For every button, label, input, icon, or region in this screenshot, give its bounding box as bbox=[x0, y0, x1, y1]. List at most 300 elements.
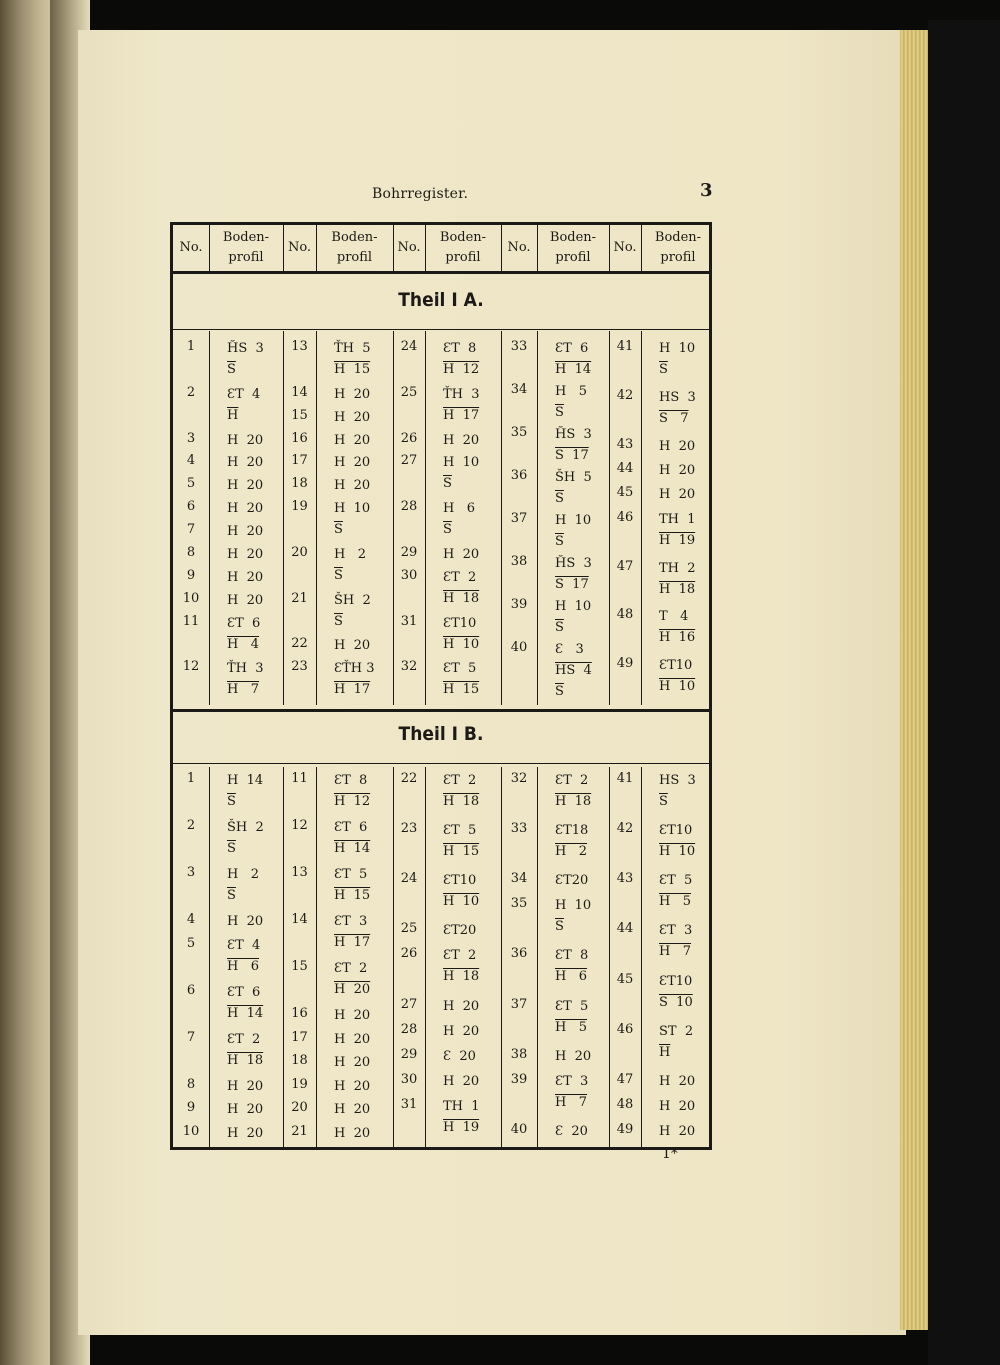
entry-no: 10 bbox=[182, 1123, 200, 1139]
entry-no: 39 bbox=[510, 597, 528, 613]
entry-no: 18 bbox=[291, 1053, 308, 1068]
entry-bodenprofil bbox=[227, 864, 259, 906]
entry-no: 49 bbox=[616, 1121, 634, 1137]
entry-bodenprofil bbox=[659, 920, 692, 962]
entry-no: 24 bbox=[400, 871, 418, 887]
entry-bodenprofil bbox=[659, 1121, 695, 1142]
entry-no: 12 bbox=[182, 659, 200, 675]
profil-lower-layer: $\overline{S}$ bbox=[334, 522, 343, 538]
profil-lower-layer: H 17 bbox=[334, 682, 371, 698]
entry-bodenprofil bbox=[659, 509, 696, 551]
profil-upper-layer: ƐT 5 bbox=[443, 661, 477, 677]
entry-no: 13 bbox=[291, 339, 308, 354]
entry-no: 16 bbox=[291, 430, 308, 446]
profil-upper-layer: H 20 bbox=[334, 432, 371, 448]
column-rule bbox=[316, 331, 317, 705]
entry-bodenprofil bbox=[334, 1052, 370, 1073]
profil-upper-layer: ƐT 2 bbox=[555, 773, 589, 788]
entry-bodenprofil bbox=[334, 817, 370, 859]
profil-upper-layer: H 6 bbox=[443, 501, 476, 517]
profil-lower-layer: HS 4 bbox=[555, 663, 592, 679]
entry-no: 31 bbox=[400, 1096, 418, 1112]
entry-bodenprofil bbox=[227, 452, 263, 473]
entry-bodenprofil bbox=[334, 864, 370, 906]
entry-no: 9 bbox=[186, 1100, 196, 1115]
entry-no: 4 bbox=[186, 453, 196, 469]
profil-upper-layer: H 20 bbox=[443, 546, 480, 562]
profil-upper-layer: Ɛ 20 bbox=[443, 1048, 476, 1064]
entry-no: 15 bbox=[291, 959, 308, 974]
column-rule bbox=[609, 225, 610, 271]
profil-upper-layer: H 20 bbox=[334, 455, 371, 471]
entry-bodenprofil bbox=[555, 639, 592, 702]
profil-upper-layer: ŤH 3 bbox=[443, 386, 480, 402]
column-rule bbox=[425, 331, 426, 705]
profil-lower-layer: H 14 bbox=[334, 841, 371, 856]
entry-no: 15 bbox=[291, 407, 308, 423]
profil-upper-layer: H 20 bbox=[334, 1008, 371, 1023]
entry-bodenprofil bbox=[334, 958, 370, 1000]
entry-no: 28 bbox=[400, 499, 418, 515]
entry-no: 35 bbox=[510, 425, 528, 441]
profil-lower-layer: H 12 bbox=[443, 362, 480, 377]
entry-bodenprofil bbox=[443, 920, 476, 941]
book-cover bbox=[928, 20, 1000, 1365]
entry-no: 5 bbox=[186, 935, 196, 951]
profil-upper-layer: H 20 bbox=[227, 455, 264, 471]
profil-upper-layer: H 20 bbox=[334, 409, 371, 425]
profil-lower-layer: $\overline{S}$ bbox=[334, 567, 343, 583]
profil-lower-layer: $\overline{S}$ bbox=[555, 405, 564, 421]
profil-lower-layer: H 12 bbox=[334, 794, 371, 809]
entry-no: 16 bbox=[291, 1006, 308, 1021]
entry-no: 45 bbox=[616, 485, 634, 501]
entry-no: 26 bbox=[400, 946, 418, 962]
profil-lower-layer: H 10 bbox=[443, 636, 480, 652]
column-rule bbox=[283, 225, 284, 271]
column-rule bbox=[537, 331, 538, 705]
entry-no: 2 bbox=[186, 818, 196, 833]
profil-upper-layer: ƐT 6 bbox=[227, 984, 261, 1000]
profil-upper-layer: Ɛ 3 bbox=[555, 642, 584, 658]
entry-no: 4 bbox=[186, 912, 196, 927]
profil-lower-layer: $\overline{S}$ bbox=[334, 613, 343, 629]
profil-upper-layer: ƐT 5 bbox=[334, 867, 368, 882]
header-no: No. bbox=[507, 240, 531, 255]
profil-upper-layer: ƐT 6 bbox=[227, 615, 261, 631]
entry-bodenprofil bbox=[659, 655, 695, 697]
profil-upper-layer: HS 3 bbox=[659, 389, 696, 405]
entry-bodenprofil bbox=[334, 1029, 370, 1050]
entry-bodenprofil bbox=[334, 1005, 370, 1026]
entry-bodenprofil bbox=[443, 820, 479, 862]
entry-no: 42 bbox=[616, 821, 634, 837]
profil-lower-layer: $\overline{S}$ bbox=[659, 362, 668, 377]
section-title-rule bbox=[173, 763, 709, 764]
profil-lower-layer: H 5 bbox=[555, 1019, 588, 1035]
entry-no: 17 bbox=[291, 453, 308, 469]
profil-lower-layer: H 10 bbox=[443, 894, 480, 910]
entry-bodenprofil bbox=[555, 820, 588, 862]
profil-upper-layer: ŤH 3 bbox=[227, 661, 264, 677]
entry-bodenprofil bbox=[659, 387, 696, 429]
entry-bodenprofil bbox=[334, 770, 370, 812]
profil-upper-layer: H 10 bbox=[555, 599, 592, 615]
entry-no: 19 bbox=[291, 1076, 308, 1092]
profil-upper-layer: ƐT 2 bbox=[334, 961, 368, 976]
entry-no: 47 bbox=[616, 558, 634, 574]
header-no: No. bbox=[613, 240, 637, 255]
section-divider-rule bbox=[173, 709, 709, 712]
entry-bodenprofil bbox=[555, 381, 587, 423]
profil-lower-layer: S 7 bbox=[659, 410, 689, 426]
profil-upper-layer: H 5 bbox=[555, 384, 588, 400]
profil-upper-layer: H 20 bbox=[334, 386, 371, 402]
profil-lower-layer: H 14 bbox=[227, 1005, 264, 1021]
profil-lower-layer: $\overline{S}$ bbox=[227, 794, 236, 809]
entry-no: 3 bbox=[186, 865, 196, 880]
entry-no: 40 bbox=[510, 1121, 528, 1137]
profil-upper-layer: ƐT 3 bbox=[555, 1073, 589, 1089]
entry-bodenprofil bbox=[443, 870, 479, 912]
profil-upper-layer: ƐT 2 bbox=[227, 1031, 261, 1047]
entry-bodenprofil bbox=[659, 436, 695, 457]
entry-no: 10 bbox=[182, 590, 200, 606]
profil-upper-layer: H 20 bbox=[227, 914, 264, 929]
header-bodenprofil: Boden- profil bbox=[222, 230, 270, 265]
profil-lower-layer: H 6 bbox=[555, 969, 588, 985]
entry-bodenprofil bbox=[334, 544, 366, 586]
entry-no: 29 bbox=[400, 1046, 418, 1062]
entry-bodenprofil bbox=[227, 982, 263, 1024]
entry-no: 38 bbox=[510, 554, 528, 570]
entry-no: 1 bbox=[186, 771, 196, 786]
profil-lower-layer: H 7 bbox=[555, 1094, 588, 1110]
profil-lower-layer: H 7 bbox=[659, 944, 692, 960]
entry-bodenprofil bbox=[443, 1096, 480, 1138]
entry-bodenprofil bbox=[334, 658, 375, 700]
entry-bodenprofil bbox=[227, 384, 260, 426]
entry-no: 11 bbox=[291, 771, 308, 786]
entry-bodenprofil bbox=[555, 596, 591, 638]
column-rule bbox=[641, 225, 642, 271]
entry-bodenprofil bbox=[443, 498, 475, 540]
entry-no: 36 bbox=[510, 468, 528, 484]
header-no: No. bbox=[179, 240, 203, 255]
entry-bodenprofil bbox=[443, 658, 479, 700]
entry-no: 49 bbox=[616, 656, 634, 672]
profil-lower-layer: $\overline{S}$ bbox=[659, 794, 668, 809]
profil-upper-layer: ƐT10 bbox=[659, 973, 693, 989]
entry-bodenprofil bbox=[443, 338, 479, 380]
entry-bodenprofil bbox=[443, 452, 479, 494]
profil-upper-layer: H 20 bbox=[659, 438, 696, 454]
entry-bodenprofil bbox=[227, 613, 260, 655]
profil-lower-layer: H 18 bbox=[443, 794, 480, 809]
profil-lower-layer: H 18 bbox=[659, 581, 696, 597]
page-stack-edge bbox=[900, 30, 930, 1330]
entry-bodenprofil bbox=[334, 635, 370, 656]
profil-upper-layer: TH 1 bbox=[443, 1098, 480, 1114]
profil-lower-layer: H 10 bbox=[659, 679, 696, 695]
profil-upper-layer: ƐT 8 bbox=[334, 773, 368, 788]
entry-bodenprofil bbox=[659, 1021, 693, 1063]
profil-upper-layer: H 20 bbox=[334, 1031, 371, 1047]
entry-bodenprofil bbox=[555, 996, 588, 1038]
profil-lower-layer: H 2 bbox=[555, 844, 588, 860]
entry-bodenprofil bbox=[227, 338, 264, 380]
entry-no: 46 bbox=[616, 509, 634, 525]
profil-upper-layer: H 20 bbox=[227, 592, 264, 608]
profil-upper-layer: ƐT 8 bbox=[443, 341, 477, 356]
entry-no: 46 bbox=[616, 1021, 634, 1037]
profil-lower-layer: H 15 bbox=[334, 362, 371, 377]
column-rule bbox=[209, 767, 210, 1147]
entry-no: 17 bbox=[291, 1029, 308, 1045]
profil-upper-layer: H 20 bbox=[334, 1125, 371, 1141]
entry-no: 41 bbox=[616, 771, 634, 786]
column-rule bbox=[641, 767, 642, 1147]
section-title: Theil I A. bbox=[398, 289, 484, 311]
entry-bodenprofil bbox=[555, 895, 591, 937]
profil-upper-layer: H 20 bbox=[334, 1078, 371, 1094]
profil-upper-layer: ƐT10 bbox=[659, 823, 693, 839]
profil-lower-layer: $\overline{S}$ bbox=[555, 620, 564, 636]
entry-no: 5 bbox=[186, 476, 196, 492]
profil-lower-layer: $\overline{S}$ bbox=[555, 919, 564, 935]
profil-upper-layer: ƐT 5 bbox=[659, 873, 693, 889]
entry-no: 45 bbox=[616, 971, 634, 987]
profil-upper-layer: H 20 bbox=[659, 1123, 696, 1139]
entry-no: 30 bbox=[400, 567, 418, 583]
entry-bodenprofil bbox=[227, 935, 260, 977]
profil-lower-layer: H 14 bbox=[555, 362, 592, 377]
entry-bodenprofil bbox=[555, 1071, 588, 1113]
profil-lower-layer: $\overline{S}$ bbox=[555, 491, 564, 507]
entry-no: 35 bbox=[510, 896, 528, 912]
profil-lower-layer: H 19 bbox=[443, 1119, 480, 1135]
entry-no: 48 bbox=[616, 1096, 634, 1112]
entry-bodenprofil bbox=[555, 467, 592, 509]
entry-bodenprofil bbox=[659, 870, 692, 912]
entry-bodenprofil bbox=[555, 770, 591, 812]
profil-upper-layer: H 20 bbox=[227, 501, 264, 517]
section-title: Theil I B. bbox=[398, 723, 484, 745]
profil-upper-layer: ƐT 4 bbox=[227, 937, 261, 953]
entry-bodenprofil bbox=[443, 430, 479, 451]
profil-upper-layer: ƐT10 bbox=[443, 615, 477, 631]
entry-bodenprofil bbox=[227, 430, 263, 451]
entry-bodenprofil bbox=[334, 1076, 370, 1097]
entry-bodenprofil bbox=[555, 945, 588, 987]
entry-bodenprofil bbox=[555, 1046, 591, 1067]
profil-upper-layer: H 20 bbox=[659, 487, 696, 503]
profil-upper-layer: H 10 bbox=[334, 501, 371, 517]
entry-no: 20 bbox=[291, 544, 308, 560]
entry-no: 7 bbox=[186, 1029, 196, 1045]
profil-upper-layer: H 2 bbox=[227, 867, 260, 882]
entry-no: 48 bbox=[616, 607, 634, 623]
profil-lower-layer: $\overline{S}$ bbox=[443, 522, 452, 538]
entry-bodenprofil bbox=[334, 407, 370, 428]
entry-no: 42 bbox=[616, 387, 634, 403]
profil-upper-layer: H 10 bbox=[555, 513, 592, 529]
profil-lower-layer: H 17 bbox=[443, 407, 480, 423]
running-head: Bohrregister. bbox=[372, 186, 469, 202]
entry-no: 14 bbox=[291, 384, 308, 400]
profil-upper-layer: TH 2 bbox=[659, 560, 696, 576]
entry-no: 6 bbox=[186, 982, 196, 998]
profil-upper-layer: H 10 bbox=[659, 341, 696, 356]
profil-upper-layer: T 4 bbox=[659, 609, 689, 625]
entry-no: 44 bbox=[616, 461, 634, 476]
header-no: No. bbox=[287, 240, 312, 255]
entry-bodenprofil bbox=[334, 590, 371, 632]
entry-bodenprofil bbox=[227, 911, 263, 932]
column-rule bbox=[393, 225, 394, 271]
entry-bodenprofil bbox=[443, 544, 479, 565]
entry-bodenprofil bbox=[227, 770, 263, 812]
entry-bodenprofil bbox=[555, 338, 591, 380]
entry-bodenprofil bbox=[334, 384, 370, 405]
column-rule bbox=[537, 767, 538, 1147]
signature-mark: 1* bbox=[662, 1146, 678, 1162]
profil-lower-layer: H 15 bbox=[334, 888, 371, 903]
entry-no: 23 bbox=[291, 659, 308, 675]
profil-upper-layer: ƐT 5 bbox=[555, 998, 589, 1014]
profil-lower-layer: H 15 bbox=[443, 682, 480, 698]
profil-lower-layer: H 4 bbox=[227, 636, 260, 652]
profil-upper-layer: H 20 bbox=[443, 1023, 480, 1039]
entry-no: 38 bbox=[510, 1046, 528, 1062]
profil-lower-layer: H 16 bbox=[659, 630, 696, 646]
profil-lower-layer: $\overline{S}$ bbox=[443, 476, 452, 492]
profil-upper-layer: ƐT 4 bbox=[227, 386, 261, 402]
column-rule bbox=[425, 767, 426, 1147]
profil-lower-layer: H 10 bbox=[659, 844, 696, 860]
entry-no: 21 bbox=[291, 590, 308, 606]
entry-no: 41 bbox=[616, 339, 634, 354]
entry-no: 37 bbox=[510, 511, 528, 527]
entry-bodenprofil bbox=[659, 558, 696, 600]
profil-upper-layer: H 20 bbox=[334, 478, 371, 494]
page-number: 3 bbox=[700, 180, 713, 201]
entry-no: 14 bbox=[291, 912, 308, 927]
entry-no: 1 bbox=[186, 339, 196, 354]
profil-upper-layer: H 20 bbox=[555, 1048, 592, 1064]
header-rule bbox=[173, 271, 709, 274]
profil-upper-layer: ƐT 2 bbox=[443, 948, 477, 964]
entry-bodenprofil bbox=[443, 613, 479, 655]
entry-no: 22 bbox=[400, 771, 418, 786]
entry-no: 19 bbox=[291, 499, 308, 515]
profil-upper-layer: ŤH 5 bbox=[334, 341, 371, 356]
profil-upper-layer: H 20 bbox=[227, 569, 264, 585]
profil-lower-layer: $\overline{H}$ bbox=[227, 407, 239, 423]
profil-upper-layer: ƐT 5 bbox=[443, 823, 477, 839]
entry-bodenprofil bbox=[443, 1071, 479, 1092]
entry-no: 25 bbox=[400, 921, 418, 937]
entry-no: 31 bbox=[400, 613, 418, 629]
profil-lower-layer: H 6 bbox=[227, 958, 260, 974]
profil-lower-layer: H 17 bbox=[334, 935, 371, 950]
profil-lower-layer: $\overline{H}$ bbox=[659, 1044, 671, 1060]
bohrregister-table bbox=[170, 222, 712, 1150]
entry-no: 33 bbox=[510, 339, 528, 354]
profil-upper-layer: ƐT 3 bbox=[334, 914, 368, 929]
entry-bodenprofil bbox=[227, 817, 264, 859]
header-bodenprofil: Boden- profil bbox=[654, 230, 702, 265]
entry-bodenprofil bbox=[555, 424, 592, 466]
profil-upper-layer: H 20 bbox=[227, 546, 264, 562]
header-bodenprofil: Boden- profil bbox=[439, 230, 487, 265]
entry-bodenprofil bbox=[227, 1099, 263, 1120]
entry-bodenprofil bbox=[659, 1096, 695, 1117]
entry-bodenprofil bbox=[334, 498, 370, 540]
entry-no: 3 bbox=[186, 430, 196, 446]
entry-no: 18 bbox=[291, 476, 308, 492]
profil-upper-layer: ƐT10 bbox=[659, 658, 693, 674]
profil-upper-layer: H 20 bbox=[443, 432, 480, 448]
entry-bodenprofil bbox=[334, 911, 370, 953]
entry-no: 6 bbox=[186, 499, 196, 515]
entry-bodenprofil bbox=[334, 430, 370, 451]
profil-upper-layer: TH 1 bbox=[659, 511, 696, 527]
entry-bodenprofil bbox=[334, 1123, 370, 1144]
entry-bodenprofil bbox=[227, 1029, 263, 1071]
profil-lower-layer: H 15 bbox=[443, 844, 480, 860]
profil-lower-layer: H 5 bbox=[659, 894, 692, 910]
entry-no: 23 bbox=[400, 821, 418, 837]
entry-bodenprofil bbox=[659, 820, 695, 862]
entry-no: 34 bbox=[510, 871, 528, 887]
profil-upper-layer: H 20 bbox=[227, 478, 264, 494]
entry-bodenprofil bbox=[443, 1046, 476, 1067]
profil-lower-layer: S 10 bbox=[659, 994, 693, 1010]
profil-upper-layer: ƐT 2 bbox=[443, 569, 477, 585]
profil-upper-layer: ƐT20 bbox=[443, 923, 477, 939]
section-title-rule bbox=[173, 329, 709, 330]
entry-bodenprofil bbox=[555, 1121, 588, 1142]
profil-upper-layer: H 20 bbox=[659, 1073, 696, 1089]
entry-no: 25 bbox=[400, 384, 418, 400]
profil-upper-layer: ŠH 5 bbox=[555, 470, 592, 486]
entry-bodenprofil bbox=[443, 945, 479, 987]
profil-upper-layer: H 20 bbox=[659, 463, 696, 478]
column-rule bbox=[537, 225, 538, 271]
entry-no: 27 bbox=[400, 996, 418, 1012]
entry-no: 32 bbox=[400, 659, 418, 675]
entry-bodenprofil bbox=[227, 1123, 263, 1144]
profil-lower-layer: H 7 bbox=[227, 682, 260, 698]
profil-upper-layer: ƐT 8 bbox=[555, 948, 589, 964]
profil-upper-layer: ƐT18 bbox=[555, 823, 589, 839]
profil-upper-layer: H 20 bbox=[334, 638, 371, 654]
entry-no: 7 bbox=[186, 522, 196, 537]
column-rule bbox=[641, 331, 642, 705]
header-bodenprofil: Boden- profil bbox=[549, 230, 597, 265]
entry-bodenprofil bbox=[659, 484, 695, 505]
entry-bodenprofil bbox=[227, 544, 263, 565]
entry-no: 28 bbox=[400, 1021, 418, 1037]
profil-upper-layer: H 20 bbox=[227, 1078, 264, 1094]
profil-lower-layer: H 18 bbox=[555, 794, 592, 809]
entry-no: 29 bbox=[400, 544, 418, 560]
entry-no: 37 bbox=[510, 996, 528, 1012]
profil-lower-layer: $\overline{S}$ bbox=[555, 534, 564, 550]
entry-no: 21 bbox=[291, 1123, 308, 1139]
entry-no: 32 bbox=[510, 771, 528, 786]
